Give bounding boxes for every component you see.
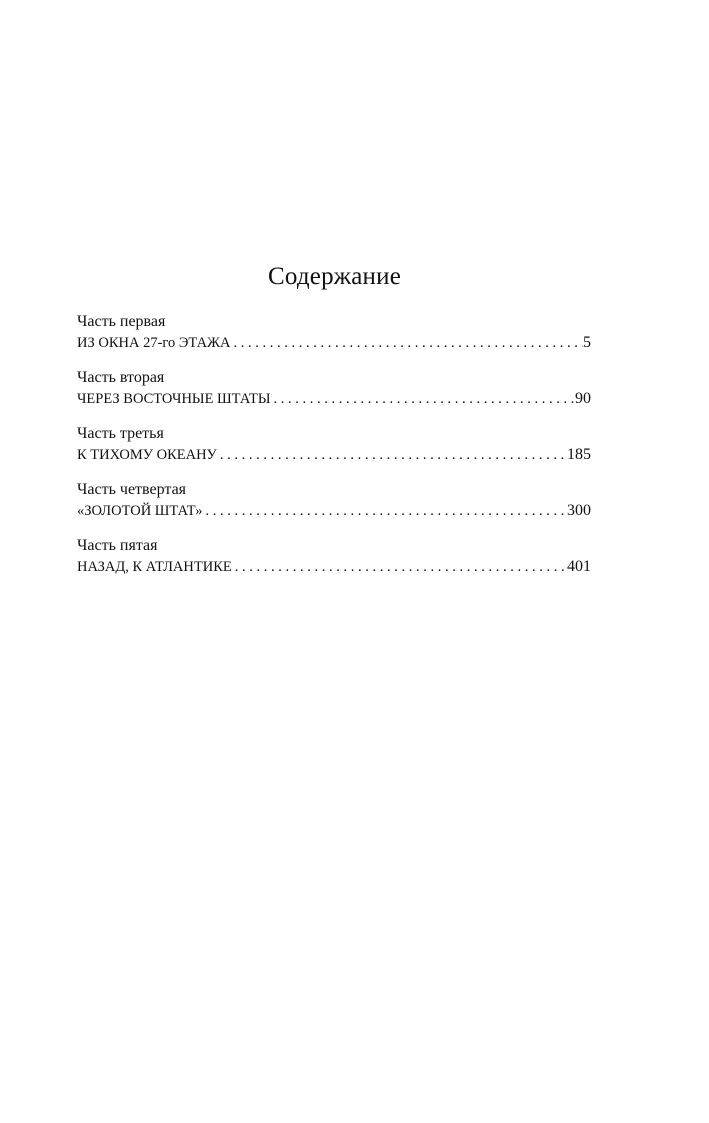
part-label: Часть пятая (77, 537, 158, 554)
dot-leader (203, 500, 568, 522)
toc-line[interactable] (77, 388, 591, 410)
page-number: 185 (567, 446, 591, 463)
chapter-title: К ТИХОМУ ОКЕАНУ (77, 447, 217, 463)
chapter-title: ЧЕРЕЗ ВОСТОЧНЫЕ ШТАТЫ (77, 391, 271, 407)
toc-entry (77, 536, 591, 592)
part-label: Часть третья (77, 425, 164, 442)
toc-entry (77, 424, 591, 480)
chapter-title: ИЗ ОКНА 27-го ЭТАЖА (77, 335, 231, 351)
dot-leader (232, 556, 567, 578)
toc-line[interactable] (77, 332, 591, 354)
page-number: 90 (575, 390, 591, 407)
part-label: Часть первая (77, 313, 166, 330)
page-number: 401 (567, 558, 591, 575)
chapter-title: «ЗОЛОТОЙ ШТАТ» (77, 503, 203, 519)
chapter-title: НАЗАД, К АТЛАНТИКЕ (77, 559, 232, 575)
toc-entry (77, 312, 591, 368)
part-label: Часть четвертая (77, 481, 187, 498)
toc-entry (77, 368, 591, 424)
toc-line[interactable] (77, 500, 591, 522)
toc-line[interactable] (77, 444, 591, 466)
page-number: 300 (567, 502, 591, 519)
toc-line[interactable] (77, 556, 591, 578)
part-label: Часть вторая (77, 369, 165, 386)
page-number: 5 (583, 334, 591, 351)
table-of-contents (77, 312, 591, 592)
dot-leader (231, 332, 583, 354)
dot-leader (217, 444, 567, 466)
page-title: Содержание (268, 263, 401, 290)
toc-entry (77, 480, 591, 536)
dot-leader (271, 388, 575, 410)
